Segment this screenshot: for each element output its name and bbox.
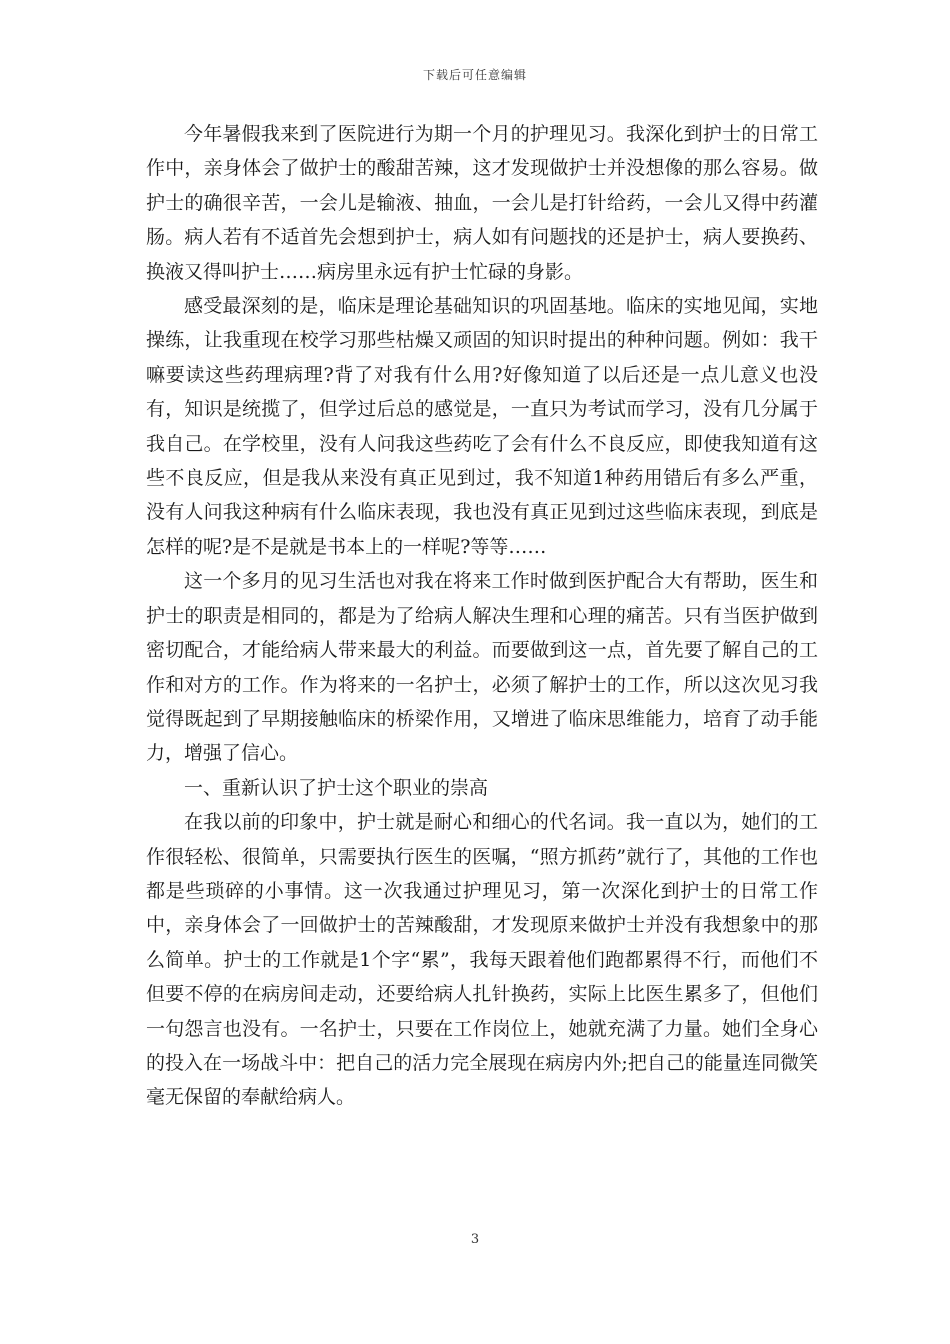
paragraph-4: 在我以前的印象中，护士就是耐心和细心的代名词。我一直以为，她们的工作很轻松、很简单，只需要执行医生的医嘱，“照方抓药”就行了，其他的工作也都是些琐碎的小事情。这一次我通过护理见习，第一次深化到护士的日常工作中，亲身体会了一回做护士的苦辣酸甜，才发现原来做护士并没有我想象中的那么简单。护士的工作就是1个字“累”，我每天跟着他们跑都累得不行，而他们不但要不停的在病房间走动，还要给病人扎针换药，实际上比医生累多了，但他们一句怨言也没有。一名护士，只要在工作岗位上，她就充满了力量。她们全身心的投入在一场战斗中：把自己的活力完全展现在病房内外;把自己的能量连同微笑毫无保留的奉献给病人。 — [146, 811, 818, 1109]
page-number: 3 — [470, 1232, 480, 1247]
paragraph-2: 感受最深刻的是，临床是理论基础知识的巩固基地。临床的实地见闻，实地操练，让我重现在校学习那些枯燥又顽固的知识时提出的种种问题。例如：我干嘛要读这些药理病理?背了对我有什么用?好像知道了以后还是一点儿意义也没有，知识是统揽了，但学过后总的感觉是，一直只为考试而学习，没有几分属于我自己。在学校里，没有人问我这些药吃了会有什么不良反应，即使我知道有这些不良反应，但是我从来没有真正见到过，我不知道1种药用错后有多么严重，没有人问我这种病有什么临床表现，我也没有真正见到过这些临床表现，到底是怎样的呢?是不是就是书本上的一样呢?等等…… — [146, 295, 818, 558]
paragraph-1: 今年暑假我来到了医院进行为期一个月的护理见习。我深化到护士的日常工作中，亲身体会了做护士的酸甜苦辣，这才发现做护士并没想像的那么容易。做护士的确很辛苦，一会儿是输液、抽血，一会儿是打针给药，一会儿又得中药灌肠。病人若有不适首先会想到护士，病人如有问题找的还是护士，病人要换药、换液又得叫护士……病房里永远有护士忙碌的身影。 — [146, 123, 818, 283]
paragraph-3: 这一个多月的见习生活也对我在将来工作时做到医护配合大有帮助，医生和护士的职责是相同的，都是为了给病人解决生理和心理的痛苦。只有当医护做到密切配合，才能给病人带来最大的利益。而要做到这一点，首先要了解自己的工作和对方的工作。作为将来的一名护士，必须了解护士的工作，所以这次见习我觉得既起到了早期接触临床的桥梁作用，又增进了临床思维能力，培育了动手能力，增强了信心。 — [146, 570, 818, 765]
section-heading: 一、重新认识了护士这个职业的崇高 — [184, 776, 489, 799]
page-header: 下载后可任意编辑 — [422, 68, 527, 82]
document-body — [146, 117, 818, 1115]
